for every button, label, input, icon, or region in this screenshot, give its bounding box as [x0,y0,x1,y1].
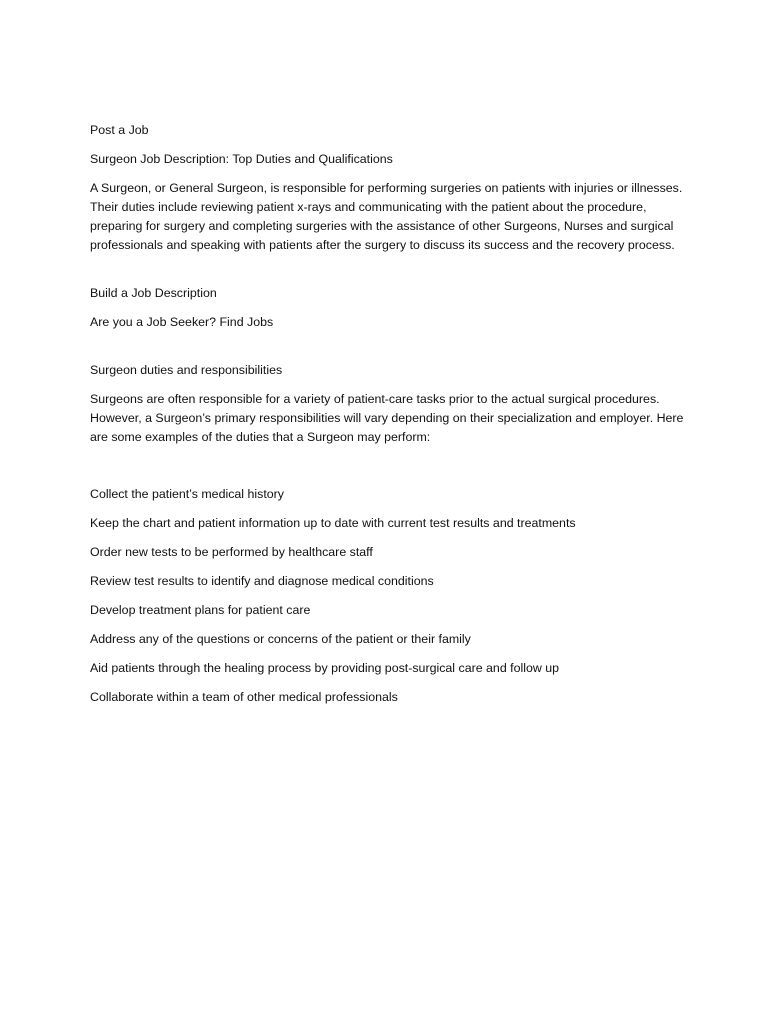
duties-intro-paragraph: Surgeons are often responsible for a variety of patient-care tasks prior to the actual surgical procedures. However, a Surgeon’s primary responsibilities will vary depending on their specialization and employer. Here are some examples of the duties that a Surgeon may perform: [90,392,684,444]
document-body [90,121,690,717]
duty-item: Collect the patient’s medical history [90,487,284,501]
duty-item: Develop treatment plans for patient care [90,603,311,617]
duty-item: Keep the chart and patient information up to date with current test results and treatments [90,516,576,530]
duty-item: Address any of the questions or concerns of the patient or their family [90,632,471,646]
duty-item: Review test results to identify and diagnose medical conditions [90,574,434,588]
duty-item: Order new tests to be performed by healthcare staff [90,545,373,559]
post-a-job-line: Post a Job [90,123,149,137]
intro-paragraph: A Surgeon, or General Surgeon, is responsible for performing surgeries on patients with injuries or illnesses. Their duties include reviewing patient x-rays and communicating with the patient about the procedure, preparing for surgery and completing surgeries with the assistance of other Surgeons, Nurses and surgical professionals and speaking with patients after the surgery to discuss its success and the recovery process. [90,181,683,252]
duty-item: Aid patients through the healing process by providing post-surgical care and follow up [90,661,560,675]
duties-heading: Surgeon duties and responsibilities [90,363,283,377]
document-title: Surgeon Job Description: Top Duties and Qualifications [90,152,393,166]
build-job-description-line: Build a Job Description [90,286,217,300]
duty-item: Collaborate within a team of other medical professionals [90,690,398,704]
job-seeker-line: Are you a Job Seeker? Find Jobs [90,315,274,329]
